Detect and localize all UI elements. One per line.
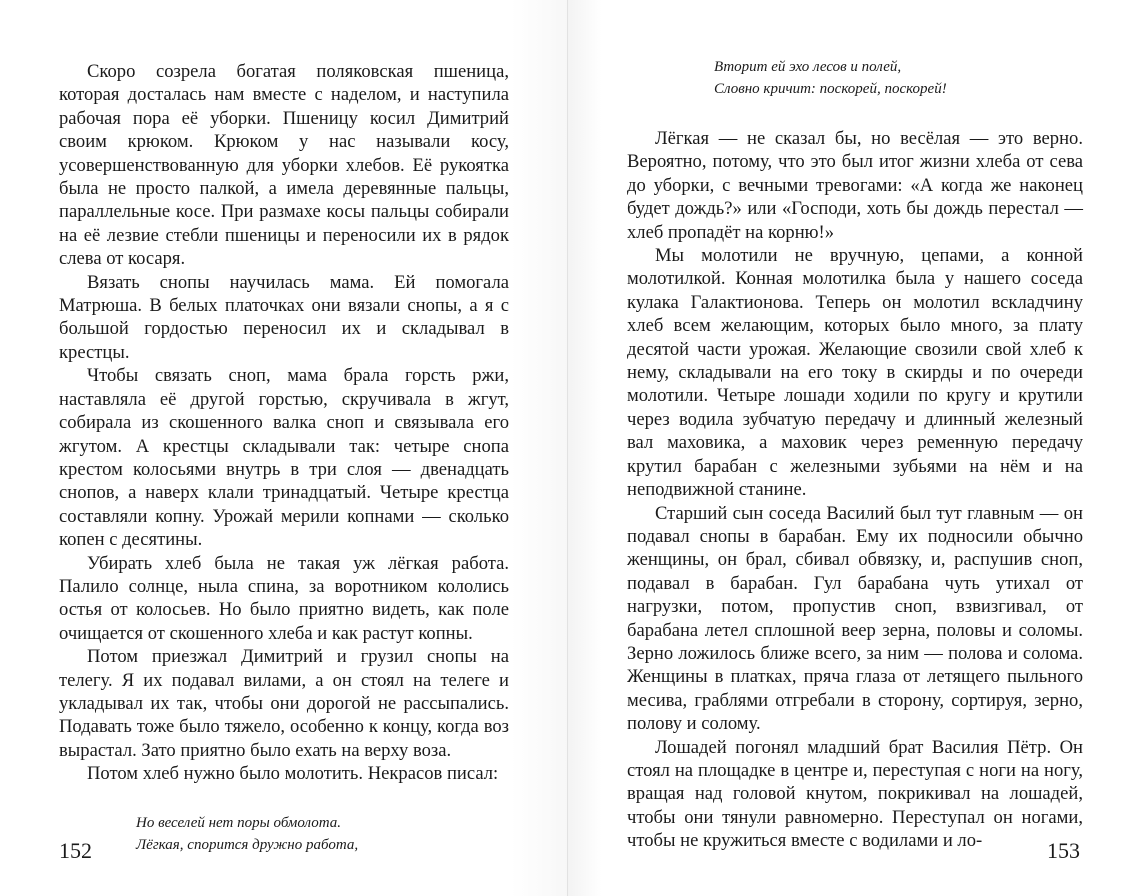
paragraph: Вязать снопы научилась мама. Ей помогала Матрюша. В белых платочках они вязали снопы, а я с большой гордостью переносил их и складывал в крестцы. — [59, 271, 509, 363]
page-number: 153 — [1047, 838, 1080, 863]
left-text-column — [59, 60, 509, 856]
poem-quote — [627, 56, 1083, 100]
paragraph: Потом хлеб нужно было молотить. Некрасов писал: — [87, 763, 499, 785]
paragraph: Старший сын соседа Василий был тут главным — он подавал снопы в барабан. Ему их подносили обычно женщины, он брал, сбивал обвязку, и, распушив сноп, подавал в барабан. Гул барабана чуть утихал от нагрузки, потом, пропустив сноп, взвизгивал, от барабана летел сплошной веер зерна, половы и соломы. Зерно ложилось ближе всего, за ним — полова и солома. Женщины в платках, пряча глаза от летящего пыльного месива, граблями отгребали в сторону, сортируя, зерно, полову и солому. — [627, 502, 1083, 735]
page-number: 152 — [59, 838, 92, 863]
paragraph: Лошадей погонял младший брат Василия Пётр. Он стоял на площадке в центре и, переступая с ноги на ногу, вращая над головой кнутом, покрикивал на лошадей, чтобы они тянули равномерно. Переступал он ногами, чтобы не кружиться вместе с водилами и ло- — [627, 736, 1083, 852]
paragraph: Убирать хлеб была не такая уж лёгкая работа. Палило солнце, ныла спина, за воротником кололись остья от колосьев. Но было приятно видеть, как поле очищается от скошенного хлеба и как растут копны. — [59, 552, 509, 644]
poem-quote — [59, 812, 509, 856]
paragraph: Чтобы связать сноп, мама брала горсть ржи, наставляла её другой горстью, скручивала в жгут, собирала из скошенного валка сноп и связывала его жгутом. А крестцы складывали так: четыре снопа крестом колосьями внутрь в три слоя — двенадцать снопов, а наверх клали тринадцатый. Четыре крестца составляли копну. Урожай мерили копнами — сколько копен с десятины. — [59, 365, 509, 551]
paragraph: Потом приезжал Димитрий и грузил снопы на телегу. Я их подавал вилами, а он стоял на телеге и укладывал их так, чтобы они дорогой не рассыпались. Подавать тоже было тяжело, особенно к концу, когда воз вырастал. Зато приятно было ехать на верху воза. — [59, 646, 509, 761]
poem-line: Но веселей нет поры обмолота. — [136, 814, 341, 831]
poem-line: Вторит ей эхо лесов и полей, — [714, 59, 902, 75]
paragraph: Лёгкая — не сказал бы, но весёлая — это верно. Вероятно, потому, что это был итог жизни хлеба от сева до уборки, с вечными тревогами: «А когда же наконец будет дождь?» или «Господи, хоть бы дождь перестал — хлеб пропадёт на корню!» — [627, 128, 1083, 243]
paragraph: Скоро созрела богатая поляковская пшеница, которая досталась нам вместе с наделом, и наступила рабочая пора её уборки. Пшеницу косил Димитрий своим крюком. Крюком у нас называли косу, усовершенствованную для уборки хлебов. Её рукоятка была не просто палкой, а имела деревянные пальцы, параллельные косе. При размахе косы пальцы собирали на её лезвие стебли пшеницы и переносили их в рядок слева от косаря. — [59, 61, 509, 270]
right-text-column — [627, 56, 1083, 853]
right-page — [568, 0, 1130, 896]
poem-line: Лёгкая, спорится дружно работа, — [136, 836, 359, 853]
paragraph: Мы молотили не вручную, цепами, а конной молотилкой. Конная молотилка была у нашего соседа кулака Галактионова. Теперь он молотил вскладчину хлеб всем желающим, которых было много, за плату десятой части урожая. Желающие свозили свой хлеб к нему, складывали на его току в скирды и по очереди молотили. Четыре лошади ходили по кругу и крутили через водила зубчатую передачу и длинный железный вал маховика, а маховик через ременную передачу крутил барабан с железными зубьями на нём и на неподвижной станине. — [627, 245, 1083, 501]
poem-line: Словно кричит: поскорей, поскорей! — [714, 81, 947, 97]
